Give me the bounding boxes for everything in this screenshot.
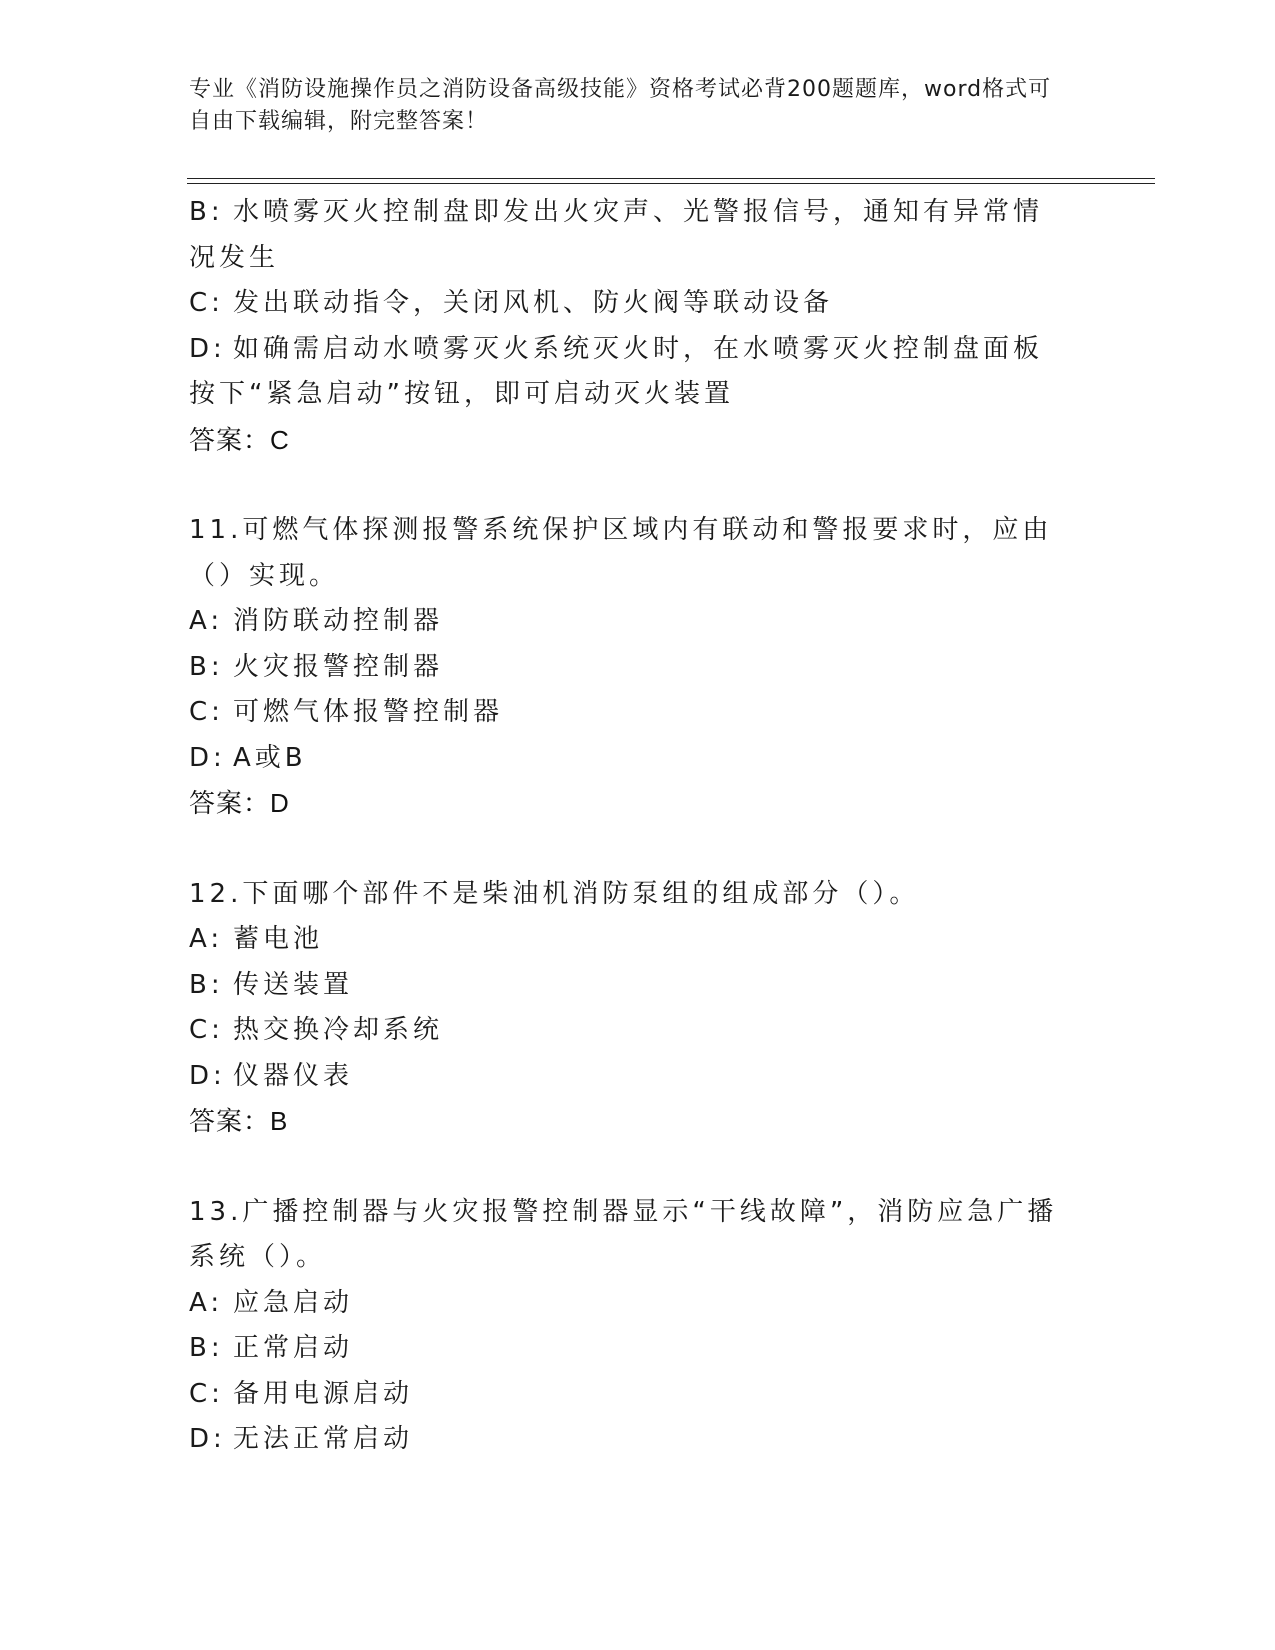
option-d (189, 1054, 1069, 1100)
option-a (189, 599, 1069, 645)
option-letter: D: (189, 1424, 226, 1454)
option-a (189, 917, 1069, 963)
spacer (189, 1145, 1069, 1190)
option-text: 传送装置 (233, 969, 354, 1000)
option-letter: B: (189, 1333, 224, 1363)
option-text: 备用电源启动 (233, 1378, 414, 1409)
option-text: 发出联动指令，关闭风机、防火阀等联动设备 (233, 288, 834, 318)
option-text: 无法正常启动 (233, 1424, 414, 1454)
option-letter: C: (189, 288, 224, 318)
question-12 (189, 872, 1069, 1145)
option-text: 消防联动控制器 (233, 606, 444, 636)
option-letter: D: (189, 742, 226, 773)
option-letter: D: (189, 1060, 226, 1091)
option-letter: C: (189, 1015, 224, 1045)
option-c (189, 690, 1069, 736)
question-stem: 12.下面哪个部件不是柴油机消防泵组的组成部分（）。 (189, 878, 920, 909)
option-text: 仪器仪表 (233, 1060, 354, 1091)
option-d (189, 1417, 1069, 1463)
document-header: 专业《消防设施操作员之消防设备高级技能》资格考试必背200题题库，word格式可自由下载编辑，附完整答案！ (189, 77, 1052, 134)
answer-line: 答案：C (189, 424, 290, 455)
option-letter: B: (189, 197, 224, 227)
option-text: 如确需启动水喷雾灭火系统灭火时，在水喷雾灭火控制盘面板按下“紧急启动”按钮，即可启动灭火装置 (189, 333, 1044, 409)
option-b (189, 1326, 1069, 1372)
answer-line: 答案：D (189, 788, 290, 818)
header-rule-top (187, 178, 1155, 179)
answer-line: 答案：B (189, 1106, 289, 1136)
option-c (189, 281, 1069, 327)
option-text: 应急启动 (233, 1287, 354, 1318)
option-text: 蓄电池 (233, 924, 324, 954)
spacer (189, 827, 1069, 872)
option-text: 可燃气体报警控制器 (233, 697, 504, 727)
option-letter: A: (189, 606, 224, 636)
option-b (189, 963, 1069, 1009)
option-letter: A: (189, 924, 224, 954)
question-13 (189, 1190, 1069, 1463)
option-c (189, 1008, 1069, 1054)
option-letter: A: (189, 1287, 224, 1318)
option-letter: D: (189, 333, 226, 364)
option-letter: C: (189, 1378, 224, 1409)
option-d (189, 327, 1069, 418)
option-a (189, 1281, 1069, 1327)
option-text: 正常启动 (233, 1333, 354, 1363)
question-stem: 11.可燃气体探测报警系统保护区域内有联动和警报要求时，应由（）实现。 (189, 515, 1053, 591)
question-stem: 13.广播控制器与火灾报警控制器显示“干线故障”，消防应急广播系统（）。 (189, 1196, 1058, 1272)
spacer (189, 463, 1069, 508)
option-b (189, 190, 1069, 281)
question-10-continued (189, 190, 1069, 463)
option-text: 火灾报警控制器 (233, 651, 444, 682)
option-letter: B: (189, 969, 224, 1000)
option-text: A或B (233, 742, 307, 773)
option-letter: B: (189, 651, 224, 682)
option-c (189, 1372, 1069, 1418)
option-text: 水喷雾灭火控制盘即发出火灾声、光警报信号，通知有异常情况发生 (189, 197, 1044, 273)
question-11 (189, 508, 1069, 827)
header-rule-bottom (187, 183, 1155, 184)
option-d (189, 736, 1069, 782)
option-b (189, 645, 1069, 691)
document-body (189, 190, 1069, 1463)
option-text: 热交换冷却系统 (233, 1015, 444, 1045)
option-letter: C: (189, 697, 224, 727)
